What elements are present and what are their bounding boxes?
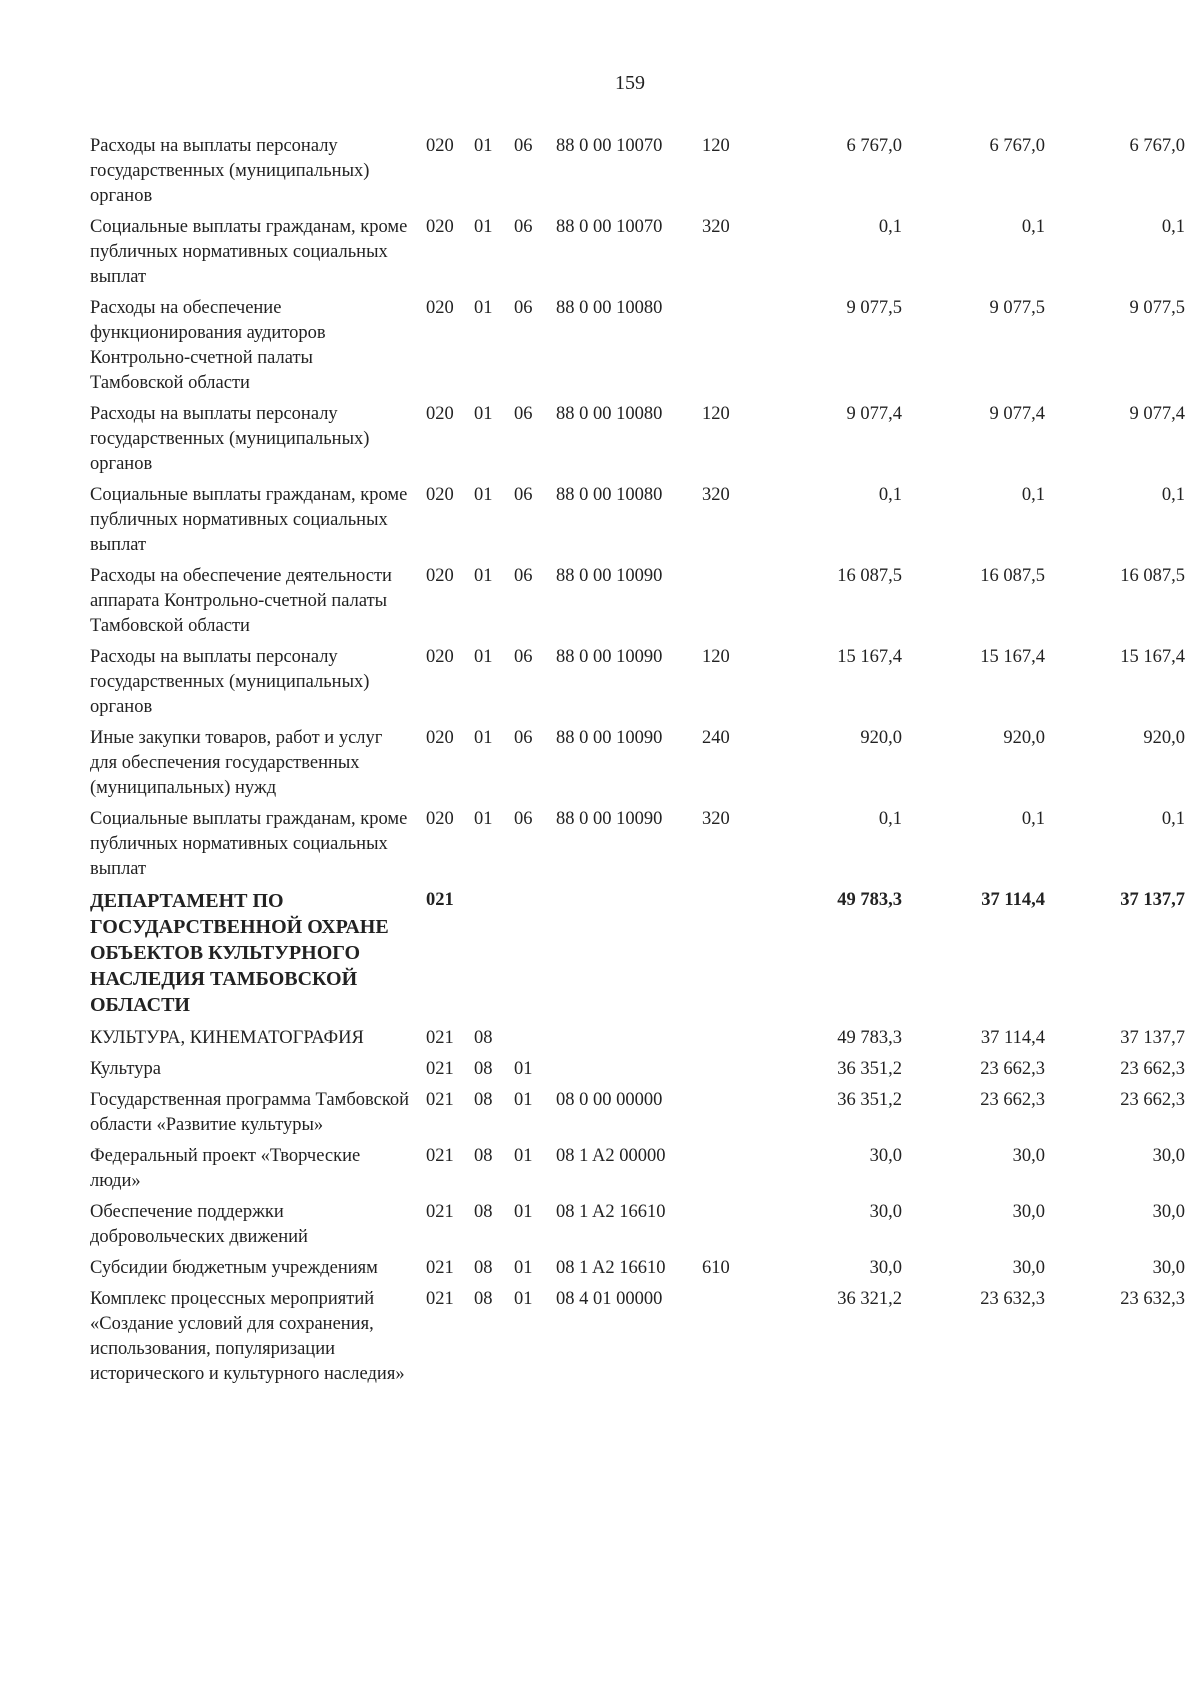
row-vr: 120: [702, 647, 730, 667]
row-cs: 88 0 00 10090: [556, 728, 663, 748]
row-pr: 06: [514, 728, 533, 748]
row-value-3: 23 632,3: [1120, 1289, 1185, 1309]
row-value-2: 9 077,5: [989, 298, 1045, 318]
row-value-3: 16 087,5: [1120, 566, 1185, 586]
row-gr: 020: [426, 485, 454, 505]
row-rz: 08: [474, 1146, 493, 1166]
row-name: Социальные выплаты гражданам, кроме публичных нормативных социальных выплат: [90, 217, 408, 287]
row-pr: 06: [514, 809, 533, 829]
row-rz: 08: [474, 1090, 493, 1110]
row-pr: 01: [514, 1202, 533, 1222]
row-cs: 88 0 00 10070: [556, 217, 663, 237]
row-pr: 06: [514, 136, 533, 156]
row-value-1: 6 767,0: [846, 136, 902, 156]
table-row: [90, 1256, 1185, 1281]
row-vr: 610: [702, 1258, 730, 1278]
row-name: Иные закупки товаров, работ и услуг для обеспечения государственных (муниципальных) нужд: [90, 728, 383, 798]
row-name: Социальные выплаты гражданам, кроме публичных нормативных социальных выплат: [90, 485, 408, 555]
row-rz: 08: [474, 1059, 493, 1079]
row-vr: 320: [702, 217, 730, 237]
row-rz: 01: [474, 809, 493, 829]
row-value-3: 9 077,5: [1129, 298, 1185, 318]
row-value-2: 30,0: [1012, 1202, 1045, 1222]
table-row: [90, 296, 1185, 396]
table-row: [90, 1057, 1185, 1082]
row-gr: 020: [426, 566, 454, 586]
row-gr: 020: [426, 298, 454, 318]
row-pr: 06: [514, 485, 533, 505]
table-row: [90, 1026, 1185, 1051]
table-row: [90, 1200, 1185, 1250]
row-rz: 01: [474, 566, 493, 586]
row-gr: 021: [426, 1258, 454, 1278]
row-name: Расходы на выплаты персоналу государственных (муниципальных) органов: [90, 136, 370, 206]
row-cs: 08 0 00 00000: [556, 1090, 663, 1110]
row-value-3: 0,1: [1161, 485, 1185, 505]
table-row: [90, 402, 1185, 477]
row-vr: 120: [702, 136, 730, 156]
row-value-2: 9 077,4: [989, 404, 1045, 424]
row-name: Расходы на обеспечение деятельности аппарата Контрольно-счетной палаты Тамбовской области: [90, 566, 392, 636]
row-gr: 020: [426, 136, 454, 156]
row-value-1: 0,1: [878, 809, 902, 829]
table-row: [90, 807, 1185, 882]
row-value-3: 920,0: [1143, 728, 1185, 748]
row-value-2: 23 632,3: [980, 1289, 1045, 1309]
row-cs: 88 0 00 10090: [556, 566, 663, 586]
row-rz: 01: [474, 485, 493, 505]
page-number: 159: [615, 72, 645, 94]
row-pr: 06: [514, 298, 533, 318]
row-name: Федеральный проект «Творческие люди»: [90, 1146, 361, 1191]
row-value-2: 30,0: [1012, 1258, 1045, 1278]
row-gr: 021: [426, 1146, 454, 1166]
row-vr: 240: [702, 728, 730, 748]
row-pr: 06: [514, 566, 533, 586]
row-value-2: 0,1: [1021, 485, 1045, 505]
row-value-2: 16 087,5: [980, 566, 1045, 586]
row-value-1: 30,0: [869, 1258, 902, 1278]
row-name: Культура: [90, 1059, 161, 1079]
row-value-1: 0,1: [878, 485, 902, 505]
row-gr: 021: [426, 1202, 454, 1222]
table-row: [90, 1088, 1185, 1138]
row-rz: 01: [474, 136, 493, 156]
row-rz: 01: [474, 404, 493, 424]
row-value-1: 36 321,2: [837, 1289, 902, 1309]
row-value-2: 15 167,4: [980, 647, 1045, 667]
row-gr: 020: [426, 728, 454, 748]
row-name: Расходы на выплаты персоналу государственных (муниципальных) органов: [90, 404, 370, 474]
row-gr: 021: [426, 1059, 454, 1079]
row-name: Субсидии бюджетным учреждениям: [90, 1258, 378, 1278]
row-value-3: 30,0: [1152, 1258, 1185, 1278]
row-value-3: 9 077,4: [1129, 404, 1185, 424]
row-value-1: 30,0: [869, 1146, 902, 1166]
table-row: [90, 645, 1185, 720]
row-rz: 01: [474, 728, 493, 748]
table-row-department: [90, 888, 1185, 1018]
row-pr: 06: [514, 404, 533, 424]
row-value-3: 30,0: [1152, 1146, 1185, 1166]
row-value-2: 37 114,4: [980, 1028, 1045, 1048]
row-value-2: 6 767,0: [989, 136, 1045, 156]
table-row: [90, 1287, 1185, 1387]
row-value-2: 23 662,3: [980, 1059, 1045, 1079]
table-row: [90, 726, 1185, 801]
row-rz: 01: [474, 647, 493, 667]
row-value-3: 37 137,7: [1120, 1028, 1185, 1048]
row-value-1: 16 087,5: [837, 566, 902, 586]
row-gr: 020: [426, 809, 454, 829]
row-value-1: 49 783,3: [837, 890, 902, 910]
row-value-3: 0,1: [1161, 809, 1185, 829]
row-value-1: 9 077,5: [846, 298, 902, 318]
row-value-2: 23 662,3: [980, 1090, 1045, 1110]
row-cs: 88 0 00 10090: [556, 647, 663, 667]
row-value-2: 0,1: [1021, 809, 1045, 829]
row-value-2: 920,0: [1003, 728, 1045, 748]
row-gr: 021: [426, 1090, 454, 1110]
row-cs: 88 0 00 10080: [556, 485, 663, 505]
row-vr: 320: [702, 485, 730, 505]
row-pr: 01: [514, 1059, 533, 1079]
row-cs: 08 1 A2 16610: [556, 1258, 666, 1278]
row-gr: 020: [426, 217, 454, 237]
row-gr: 021: [426, 890, 454, 910]
row-value-1: 0,1: [878, 217, 902, 237]
table-row: [90, 483, 1185, 558]
row-value-2: 30,0: [1012, 1146, 1045, 1166]
row-value-3: 0,1: [1161, 217, 1185, 237]
row-vr: 320: [702, 809, 730, 829]
row-cs: 88 0 00 10080: [556, 404, 663, 424]
row-value-1: 15 167,4: [837, 647, 902, 667]
row-name: Социальные выплаты гражданам, кроме публичных нормативных социальных выплат: [90, 809, 408, 879]
row-gr: 020: [426, 647, 454, 667]
row-value-3: 23 662,3: [1120, 1090, 1185, 1110]
row-cs: 88 0 00 10080: [556, 298, 663, 318]
row-cs: 88 0 00 10070: [556, 136, 663, 156]
row-name: ДЕПАРТАМЕНТ ПО ГОСУДАРСТВЕННОЙ ОХРАНЕ ОБЪЕКТОВ КУЛЬТУРНОГО НАСЛЕДИЯ ТАМБОВСКОЙ ОБЛАСТИ: [90, 890, 389, 1016]
budget-table: [90, 134, 1185, 1387]
row-value-3: 15 167,4: [1120, 647, 1185, 667]
row-value-1: 36 351,2: [837, 1090, 902, 1110]
row-pr: 06: [514, 647, 533, 667]
row-pr: 01: [514, 1258, 533, 1278]
row-value-1: 920,0: [860, 728, 902, 748]
table-row: [90, 564, 1185, 639]
row-rz: 08: [474, 1258, 493, 1278]
row-value-2: 37 114,4: [981, 890, 1045, 910]
row-name: Комплекс процессных мероприятий «Создание условий для сохранения, использования, популяризации исторического и культурного наследия»: [90, 1289, 405, 1384]
row-cs: 08 1 A2 00000: [556, 1146, 666, 1166]
row-name: КУЛЬТУРА, КИНЕМАТОГРАФИЯ: [90, 1028, 364, 1048]
row-rz: 08: [474, 1028, 493, 1048]
row-pr: 01: [514, 1146, 533, 1166]
row-value-1: 36 351,2: [837, 1059, 902, 1079]
row-gr: 021: [426, 1028, 454, 1048]
row-name: Государственная программа Тамбовской области «Развитие культуры»: [90, 1090, 410, 1135]
row-value-1: 49 783,3: [837, 1028, 902, 1048]
row-value-1: 30,0: [869, 1202, 902, 1222]
row-rz: 08: [474, 1289, 493, 1309]
table-row: [90, 215, 1185, 290]
row-value-1: 9 077,4: [846, 404, 902, 424]
row-gr: 020: [426, 404, 454, 424]
row-value-3: 37 137,7: [1120, 890, 1185, 910]
row-rz: 01: [474, 217, 493, 237]
row-name: Расходы на обеспечение функционирования аудиторов Контрольно-счетной палаты Тамбовской области: [90, 298, 326, 393]
row-vr: 120: [702, 404, 730, 424]
row-pr: 01: [514, 1090, 533, 1110]
row-name: Обеспечение поддержки добровольческих движений: [90, 1202, 308, 1247]
row-value-3: 23 662,3: [1120, 1059, 1185, 1079]
row-value-3: 6 767,0: [1129, 136, 1185, 156]
table-row: [90, 134, 1185, 209]
table-row: [90, 1144, 1185, 1194]
row-rz: 08: [474, 1202, 493, 1222]
row-pr: 06: [514, 217, 533, 237]
row-cs: 88 0 00 10090: [556, 809, 663, 829]
row-name: Расходы на выплаты персоналу государственных (муниципальных) органов: [90, 647, 370, 717]
row-pr: 01: [514, 1289, 533, 1309]
row-gr: 021: [426, 1289, 454, 1309]
row-value-2: 0,1: [1021, 217, 1045, 237]
row-cs: 08 1 A2 16610: [556, 1202, 666, 1222]
row-value-3: 30,0: [1152, 1202, 1185, 1222]
row-cs: 08 4 01 00000: [556, 1289, 663, 1309]
row-rz: 01: [474, 298, 493, 318]
